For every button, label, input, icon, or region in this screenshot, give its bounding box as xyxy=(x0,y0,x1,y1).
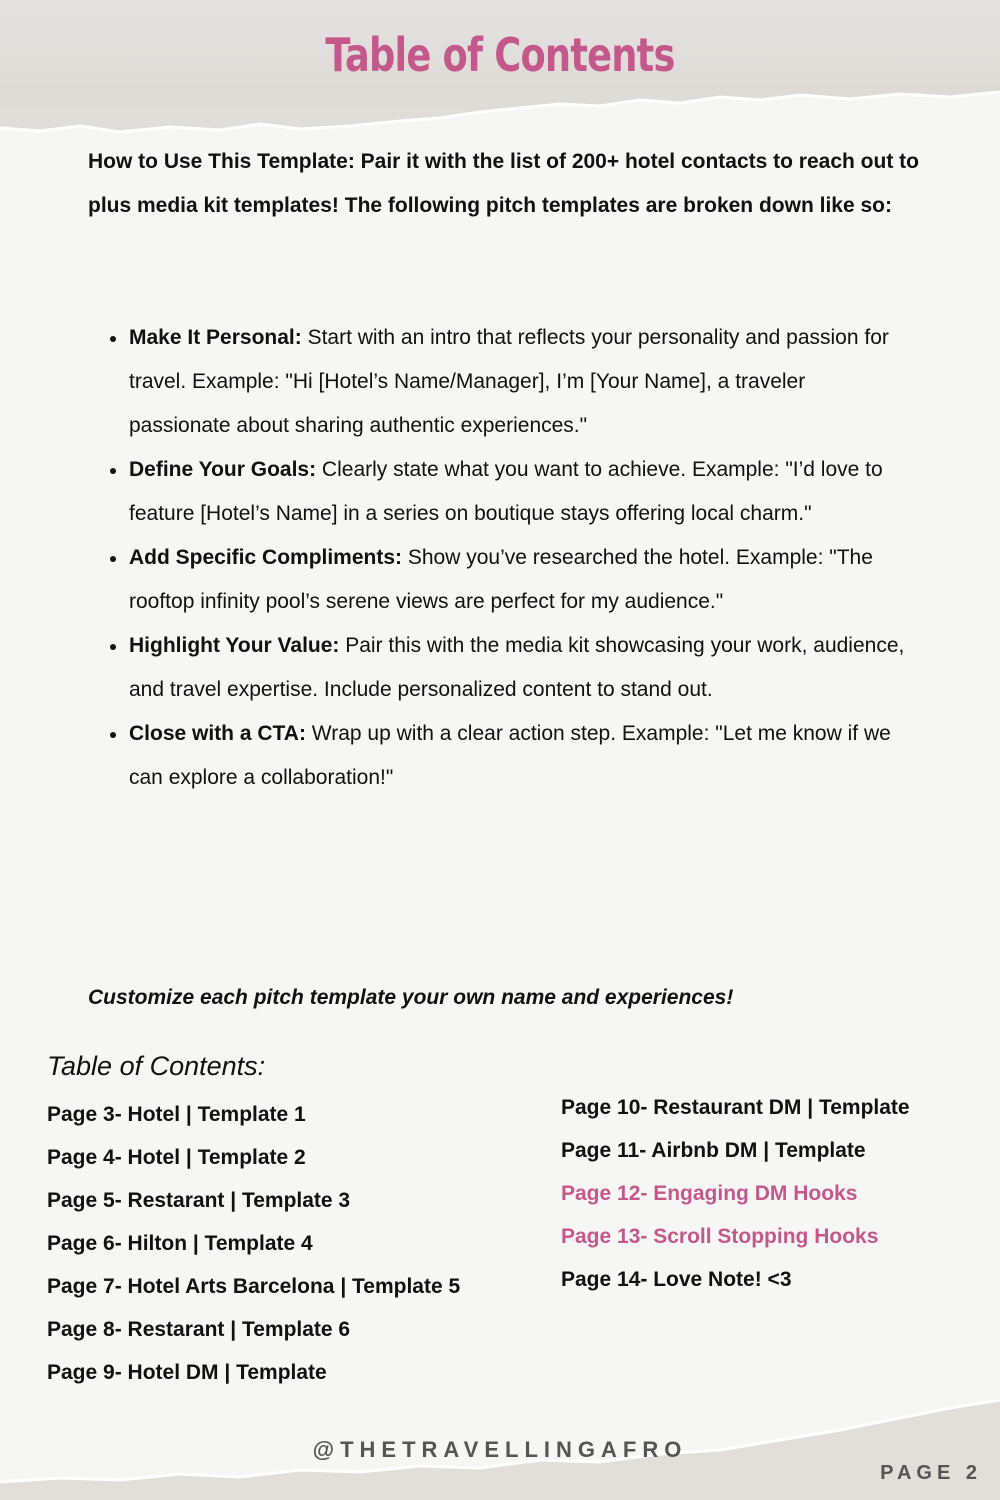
toc-entry[interactable]: Page 10- Restaurant DM | Template xyxy=(561,1096,910,1119)
toc-entry[interactable]: Page 6- Hilton | Template 4 xyxy=(47,1232,313,1255)
tip-label: Define Your Goals: xyxy=(129,458,317,481)
tip-text: Clearly state what you want to achieve. Example: "I’d love to feature [Hotel’s Name] in a series on boutique stays offering local charm." xyxy=(129,458,883,525)
toc-right-column xyxy=(561,1086,910,1301)
toc-entry-highlighted[interactable]: Page 12- Engaging DM Hooks xyxy=(561,1182,858,1205)
tip-label: Close with a CTA: xyxy=(129,722,306,745)
toc-entry[interactable]: Page 7- Hotel Arts Barcelona | Template 5 xyxy=(47,1275,461,1298)
tip-text: Wrap up with a clear action step. Example: "Let me know if we can explore a collaboration!" xyxy=(129,722,891,789)
toc-entry[interactable]: Page 11- Airbnb DM | Template xyxy=(561,1139,866,1162)
tip-item xyxy=(108,536,908,624)
tip-item xyxy=(108,316,908,448)
tip-label: Make It Personal: xyxy=(129,326,302,349)
tip-text: Start with an intro that reflects your personality and passion for travel. Example: "Hi [Hotel’s Name/Manager], I’m [Your Name], a traveler passionate about sharing authentic experiences." xyxy=(129,326,889,437)
tip-text: Show you’ve researched the hotel. Example: "The rooftop infinity pool’s serene views are perfect for my audience." xyxy=(129,546,873,613)
social-handle: @THETRAVELLINGAFRO xyxy=(312,1437,688,1462)
page-number: PAGE 2 xyxy=(880,1462,982,1484)
pitch-tips-list xyxy=(108,316,908,800)
toc-left-column xyxy=(47,1093,460,1394)
toc-entry[interactable]: Page 5- Restarant | Template 3 xyxy=(47,1189,351,1212)
toc-entry[interactable]: Page 8- Restarant | Template 6 xyxy=(47,1318,351,1341)
tip-item xyxy=(108,448,908,536)
customize-note: Customize each pitch template your own name and experiences! xyxy=(88,986,734,1009)
tip-label: Highlight Your Value: xyxy=(129,634,340,657)
toc-entry-highlighted[interactable]: Page 13- Scroll Stopping Hooks xyxy=(561,1225,879,1248)
toc-entry[interactable]: Page 3- Hotel | Template 1 xyxy=(47,1103,306,1126)
tip-item xyxy=(108,624,908,712)
toc-entry[interactable]: Page 9- Hotel DM | Template xyxy=(47,1361,327,1384)
page-title: Table of Contents xyxy=(325,28,675,82)
intro-paragraph: How to Use This Template: Pair it with the list of 200+ hotel contacts to reach out to plus media kit templates! The following pitch templates are broken down like so: xyxy=(88,150,919,217)
tip-label: Add Specific Compliments: xyxy=(129,546,403,569)
tip-item xyxy=(108,712,908,800)
toc-entry[interactable]: Page 14- Love Note! <3 xyxy=(561,1268,792,1291)
toc-heading: Table of Contents: xyxy=(47,1051,266,1081)
toc-entry[interactable]: Page 4- Hotel | Template 2 xyxy=(47,1146,306,1169)
tip-text: Pair this with the media kit showcasing your work, audience, and travel expertise. Include personalized content to stand out. xyxy=(129,634,905,701)
